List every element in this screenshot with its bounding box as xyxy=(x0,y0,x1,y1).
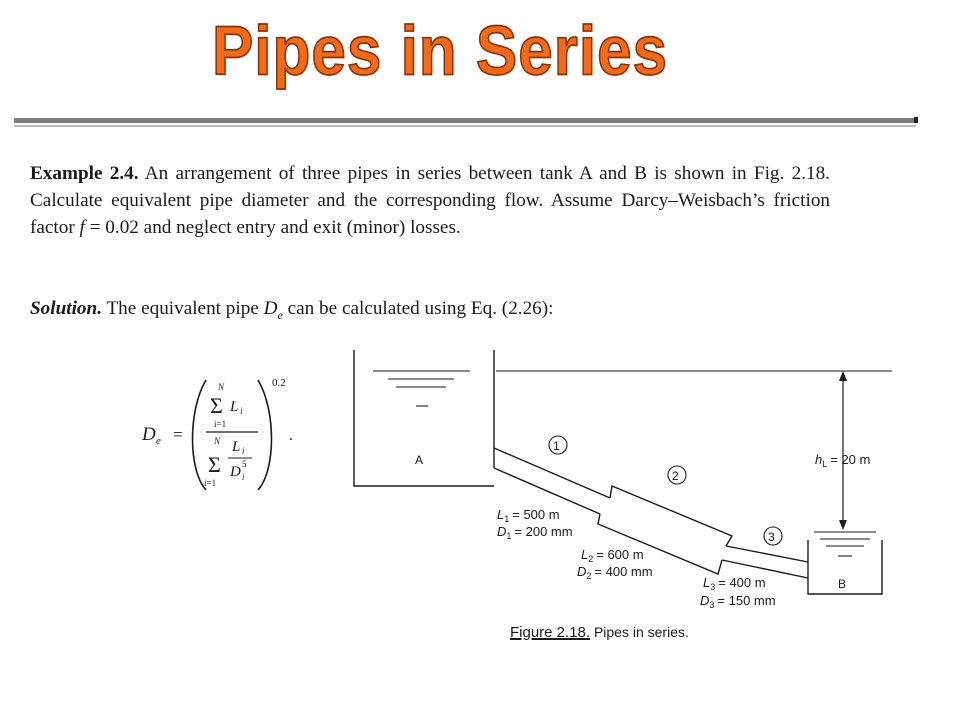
eq-right-paren xyxy=(258,380,272,490)
pipe-1-length: $L_1 = 500$ m xyxy=(497,507,560,524)
eq-lhs-sub: e xyxy=(156,435,161,447)
eq-num-L-sub: i xyxy=(240,406,243,416)
pipe-1-diameter: $D_1 = 200$ mm xyxy=(497,524,573,541)
tank-b-label: B xyxy=(838,577,847,591)
eq-den-L-sub: i xyxy=(242,446,245,456)
eq-equals: = xyxy=(173,425,183,444)
pipe-3-diameter: $D_3 = 150$ mm xyxy=(700,593,776,610)
head-label: $h_L = 20$ m xyxy=(815,452,871,469)
example-line-2: Fig. 2.18. Calculate equivalent pipe diameter and the corresponding flow. Assume xyxy=(30,163,830,211)
pipe-2-length: $L_2 = 600$ m xyxy=(581,547,644,564)
pipe-3-number: 3 xyxy=(768,530,775,544)
example-line-3-pre: Darcy–Weisbach’s friction factor xyxy=(30,190,831,238)
pipe-2-diameter: $D_2 = 400$ mm xyxy=(577,564,653,581)
eq-num-sigma: Σ xyxy=(210,393,223,418)
caption-text: Pipes in series. xyxy=(593,624,689,640)
example-line-3-post: = 0.02 and neglect entry and exit (minor) losses. xyxy=(89,217,461,238)
pipe-3-top xyxy=(726,546,808,562)
eq-left-paren xyxy=(193,380,207,490)
example-label: Example 2.4. xyxy=(30,163,139,184)
pipe-1-top xyxy=(494,448,610,498)
tank-a-outline xyxy=(354,350,494,486)
figure-caption xyxy=(510,624,689,641)
friction-symbol: f xyxy=(79,217,85,238)
solution-label: Solution. xyxy=(30,298,102,319)
eq-den-D-sub: i xyxy=(242,472,245,482)
eq-num-L: L xyxy=(230,399,239,415)
slide-title: Pipes in Series xyxy=(211,12,669,91)
eq-period: . xyxy=(289,427,293,444)
tank-a-label: A xyxy=(415,453,424,467)
example-line-1: An arrangement of three pipes in series between tank A and B is shown in xyxy=(144,163,747,184)
eq-lhs: D xyxy=(142,424,156,445)
pipe-2-number: 2 xyxy=(672,469,679,483)
solution-text-post: can be calculated using Eq. (2.26): xyxy=(287,298,554,319)
caption-figure-label: Figure 2.18. xyxy=(510,624,591,641)
eq-den-sigma: Σ xyxy=(208,452,221,477)
solution-text-pre: The equivalent pipe xyxy=(106,298,259,319)
eq-den-L: L xyxy=(232,439,241,455)
eq-den-lower: i=1 xyxy=(204,478,217,488)
eq-den-upper: N xyxy=(214,436,221,446)
pipe-3-length: $L_3 = 400$ m xyxy=(703,575,766,592)
pipe-1-number: 1 xyxy=(553,439,560,453)
eq-den-D-exp: 5 xyxy=(242,459,247,469)
eq-power: 0.2 xyxy=(272,377,286,389)
eq-num-lower: i=1 xyxy=(214,419,227,429)
eq-num-upper: N xyxy=(218,382,225,392)
eq-den-D: D xyxy=(230,464,241,480)
equivalent-pipe-symbol: $D_e$ xyxy=(263,298,283,322)
